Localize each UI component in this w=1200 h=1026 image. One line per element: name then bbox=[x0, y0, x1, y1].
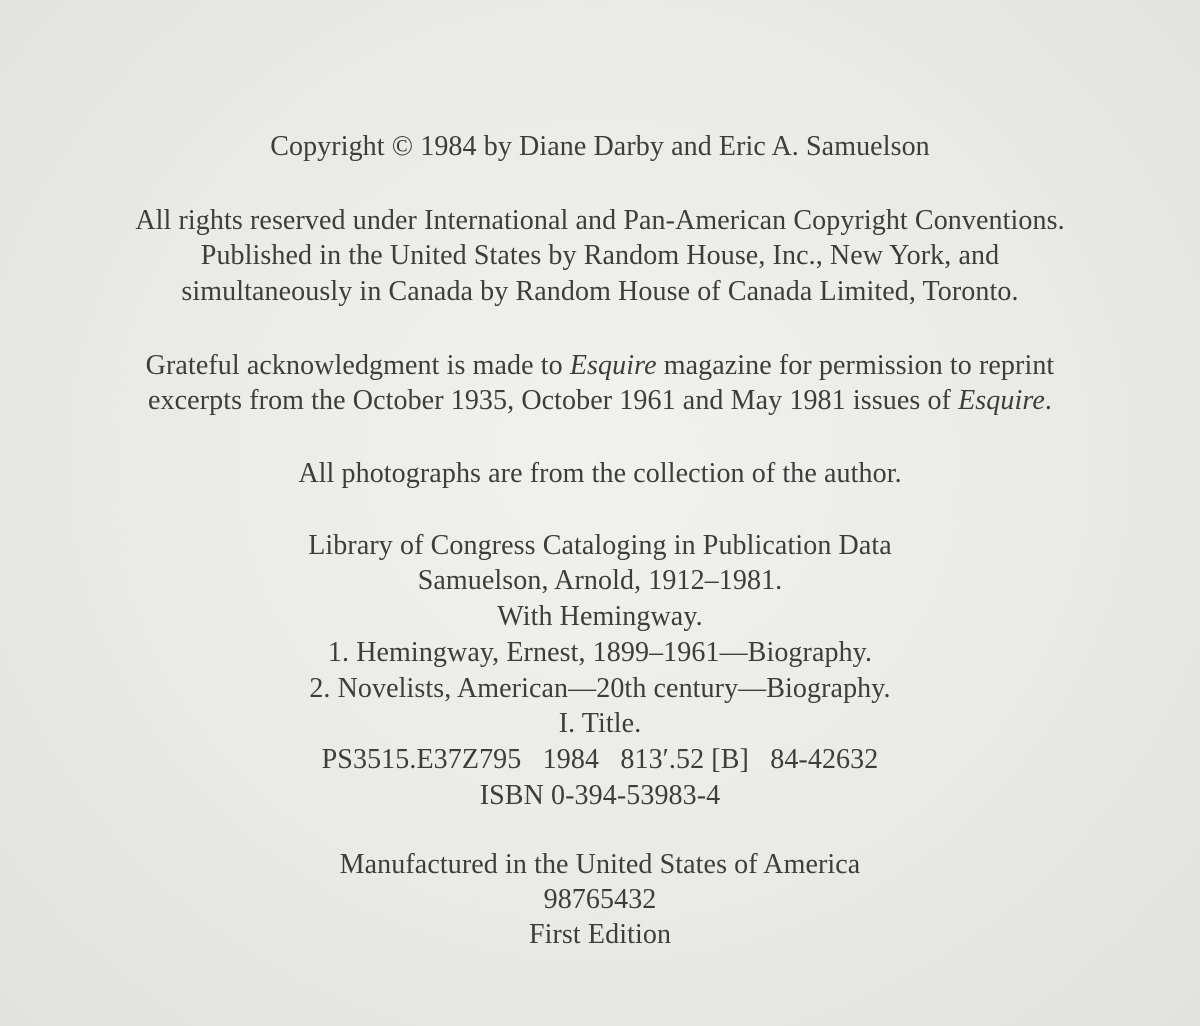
acknowledgment-line-1 bbox=[0, 349, 1200, 383]
cip-title-entry: I. Title. bbox=[558, 708, 642, 739]
cip-author: Samuelson, Arnold, 1912–1981. bbox=[417, 565, 783, 596]
rights-line-2: Published in the United States by Random House, Inc., New York, and bbox=[200, 240, 1000, 271]
cip-call-number: PS3515.E37Z795 1984 813′.52 [B] 84-42632 bbox=[321, 744, 879, 775]
edition-line: First Edition bbox=[528, 919, 672, 950]
isbn: ISBN 0-394-53983-4 bbox=[479, 780, 721, 811]
photos-note: All photographs are from the collection of the author. bbox=[298, 458, 902, 489]
manufactured-line: Manufactured in the United States of America bbox=[339, 849, 861, 880]
cip-subject-2: 2. Novelists, American—20th century—Biography. bbox=[309, 673, 891, 704]
rights-line-3: simultaneously in Canada by Random House of Canada Limited, Toronto. bbox=[181, 276, 1019, 307]
acknowledgment-text: . bbox=[1044, 385, 1052, 416]
cip-title: With Hemingway. bbox=[497, 601, 703, 632]
rights-line-1: All rights reserved under International and Pan-American Copyright Conventions. bbox=[135, 205, 1065, 236]
copyright-line: Copyright © 1984 by Diane Darby and Eric A. Samuelson bbox=[270, 131, 930, 162]
acknowledgment-text: Grateful acknowledgment is made to bbox=[145, 350, 570, 381]
acknowledgment-text: excerpts from the October 1935, October 1961 and May 1981 issues of bbox=[148, 385, 959, 416]
magazine-title: Esquire bbox=[569, 350, 657, 381]
printing-number: 98765432 bbox=[543, 884, 657, 915]
cip-subject-1: 1. Hemingway, Ernest, 1899–1961—Biography. bbox=[327, 637, 873, 668]
magazine-title: Esquire bbox=[958, 385, 1045, 416]
acknowledgment-text: magazine for permission to reprint bbox=[656, 350, 1055, 381]
cip-heading: Library of Congress Cataloging in Publication Data bbox=[308, 530, 892, 561]
acknowledgment-line-2 bbox=[0, 384, 1200, 418]
